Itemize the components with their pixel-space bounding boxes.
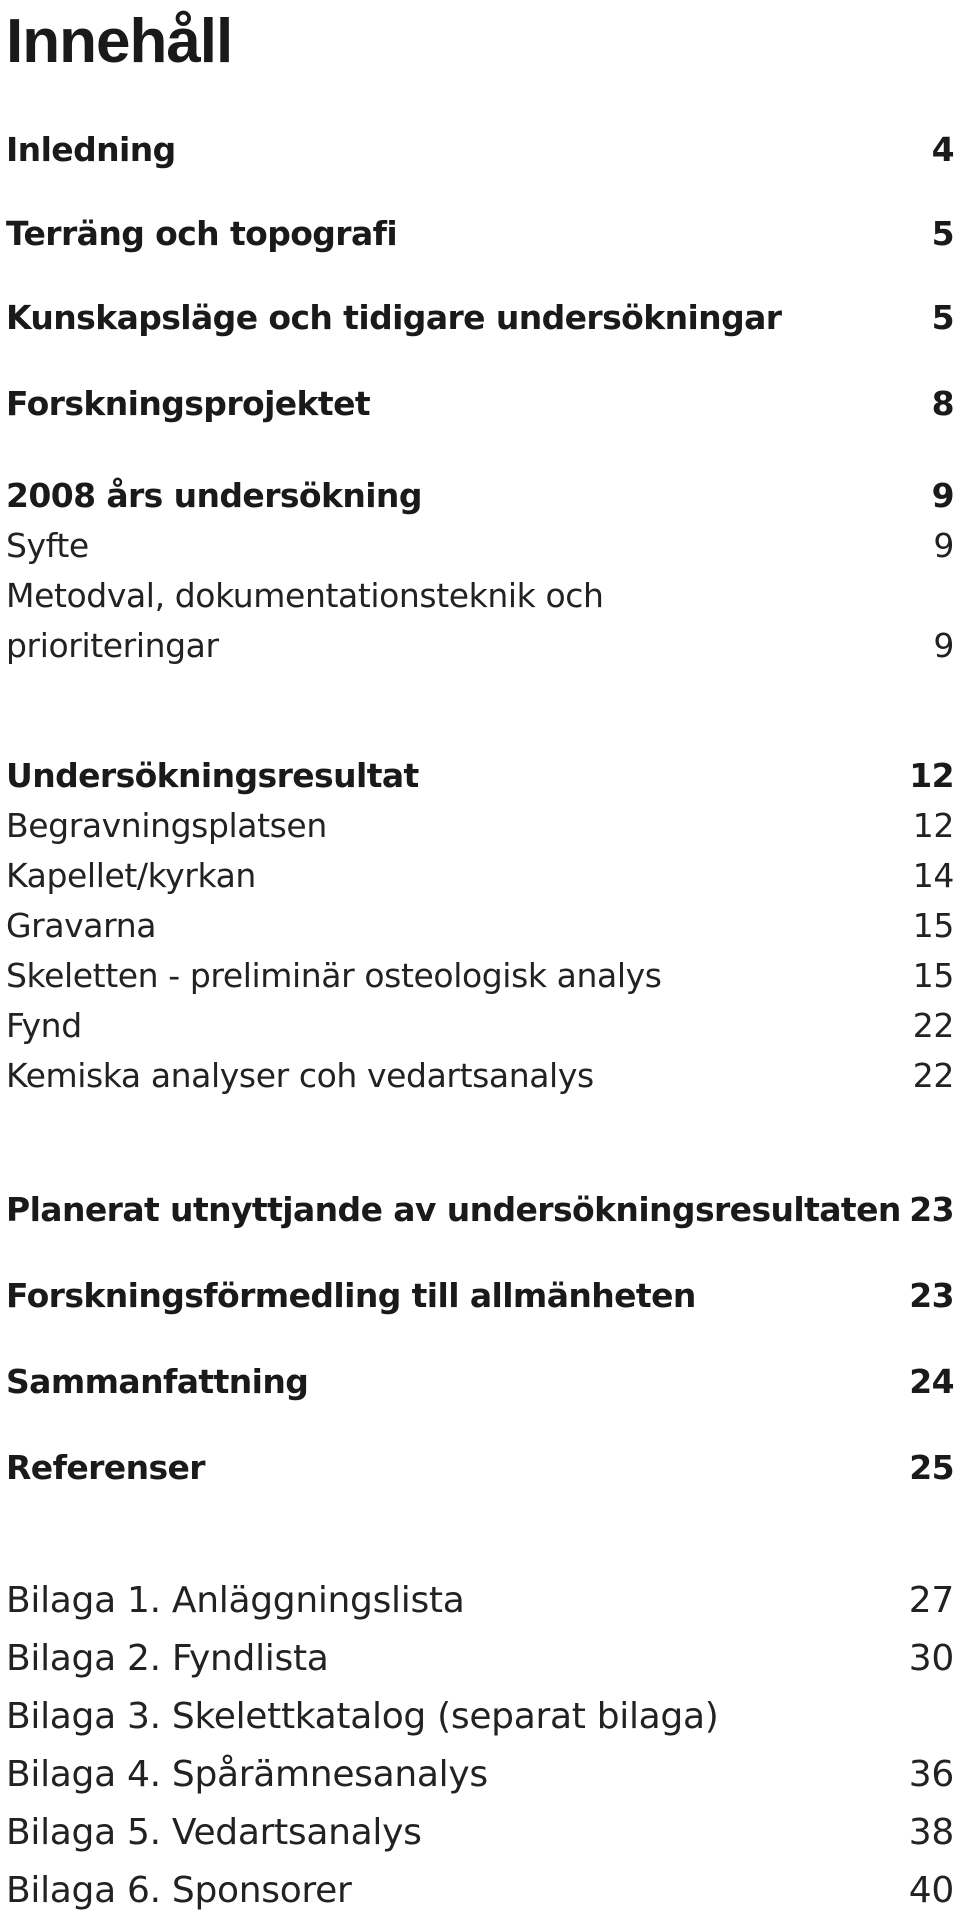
toc-entry-label: Kunskapsläge och tidigare undersökningar: [6, 298, 782, 337]
toc-entry-label: Bilaga 4. Spårämnesanalys: [6, 1754, 488, 1795]
toc-entry-page-number: 4: [931, 130, 954, 169]
toc-entry-label: Inledning: [6, 130, 176, 169]
toc-entry-referenser[interactable]: [6, 1442, 954, 1490]
page-title: Innehåll: [6, 7, 233, 76]
toc-entry-forskningsformedling[interactable]: [6, 1270, 954, 1318]
toc-entry-skeletten[interactable]: [6, 950, 954, 998]
toc-entry-page-number: 23: [909, 1276, 954, 1315]
toc-entry-page-number: 5: [931, 214, 954, 253]
toc-entry-inledning[interactable]: [6, 124, 954, 172]
toc-entry-kapellet[interactable]: [6, 850, 954, 898]
toc-entry-page-number: 27: [908, 1580, 954, 1621]
toc-entry-page-number: 24: [909, 1362, 954, 1401]
toc-entry-page-number: 9: [933, 526, 954, 565]
toc-entry-prioriteringar[interactable]: [6, 620, 954, 668]
toc-entry-label: Metodval, dokumentationsteknik och: [6, 576, 604, 615]
toc-entry-page-number: 22: [912, 1006, 954, 1045]
toc-entry-begravningsplatsen[interactable]: [6, 800, 954, 848]
toc-entry-page-number: 9: [931, 476, 954, 515]
toc-entry-bilaga-3[interactable]: [6, 1692, 954, 1740]
toc-entry-syfte[interactable]: [6, 520, 954, 568]
toc-entry-page-number: 40: [908, 1870, 954, 1911]
toc-entry-sammanfattning[interactable]: [6, 1356, 954, 1404]
toc-entry-kemiska-analyser[interactable]: [6, 1050, 954, 1098]
toc-entry-label: Syfte: [6, 526, 89, 565]
toc-entry-page-number: 25: [909, 1448, 954, 1487]
toc-entry-label: Fynd: [6, 1006, 82, 1045]
toc-entry-bilaga-6[interactable]: [6, 1866, 954, 1914]
toc-entry-kunskapslage[interactable]: [6, 292, 954, 340]
toc-entry-label: Kemiska analyser coh vedartsanalys: [6, 1056, 594, 1095]
toc-entry-label: Terräng och topografi: [6, 214, 398, 253]
toc-entry-page-number: 38: [908, 1812, 954, 1853]
toc-entry-planerat-utnyttjande[interactable]: [6, 1184, 954, 1232]
toc-entry-bilaga-5[interactable]: [6, 1808, 954, 1856]
toc-entry-label: Referenser: [6, 1448, 205, 1487]
toc-entry-fynd[interactable]: [6, 1000, 954, 1048]
toc-entry-bilaga-1[interactable]: [6, 1576, 954, 1624]
toc-entry-metodval[interactable]: [6, 570, 954, 618]
toc-entry-label: Begravningsplatsen: [6, 806, 327, 845]
toc-entry-label: Bilaga 5. Vedartsanalys: [6, 1812, 422, 1853]
toc-entry-label: 2008 års undersökning: [6, 476, 422, 515]
toc-entry-label: Bilaga 6. Sponsorer: [6, 1870, 352, 1911]
toc-entry-page-number: 22: [912, 1056, 954, 1095]
toc-entry-label: Skeletten - preliminär osteologisk analys: [6, 956, 662, 995]
toc-entry-label: Bilaga 1. Anläggningslista: [6, 1580, 465, 1621]
toc-entry-terrang[interactable]: [6, 208, 954, 256]
toc-entry-label: Undersökningsresultat: [6, 756, 419, 795]
toc-entry-page-number: 15: [912, 906, 954, 945]
toc-entry-bilaga-2[interactable]: [6, 1634, 954, 1682]
toc-entry-page-number: 8: [931, 384, 954, 423]
toc-entry-page-number: 5: [931, 298, 954, 337]
toc-entry-page-number: 30: [908, 1638, 954, 1679]
toc-entry-label: Gravarna: [6, 906, 157, 945]
toc-entry-label: Sammanfattning: [6, 1362, 309, 1401]
toc-entry-label: Planerat utnyttjande av undersökningsresultaten: [6, 1190, 901, 1229]
toc-entry-page-number: 9: [933, 626, 954, 665]
toc-entry-undersokningsresultat[interactable]: [6, 750, 954, 798]
toc-entry-label: prioriteringar: [6, 626, 219, 665]
toc-entry-label: Bilaga 3. Skelettkatalog (separat bilaga): [6, 1696, 719, 1737]
toc-entry-page-number: 12: [909, 756, 954, 795]
toc-entry-page-number: 14: [912, 856, 954, 895]
toc-entry-forskningsprojektet[interactable]: [6, 378, 954, 426]
toc-entry-2008-undersokning[interactable]: [6, 470, 954, 518]
toc-entry-label: Kapellet/kyrkan: [6, 856, 256, 895]
toc-entry-page-number: 15: [912, 956, 954, 995]
toc-entry-bilaga-4[interactable]: [6, 1750, 954, 1798]
toc-entry-label: Forskningsförmedling till allmänheten: [6, 1276, 696, 1315]
toc-entry-page-number: 12: [912, 806, 954, 845]
toc-entry-label: Bilaga 2. Fyndlista: [6, 1638, 329, 1679]
toc-entry-label: Forskningsprojektet: [6, 384, 371, 423]
toc-entry-page-number: 23: [909, 1190, 954, 1229]
toc-entry-gravarna[interactable]: [6, 900, 954, 948]
toc-entry-page-number: 36: [908, 1754, 954, 1795]
